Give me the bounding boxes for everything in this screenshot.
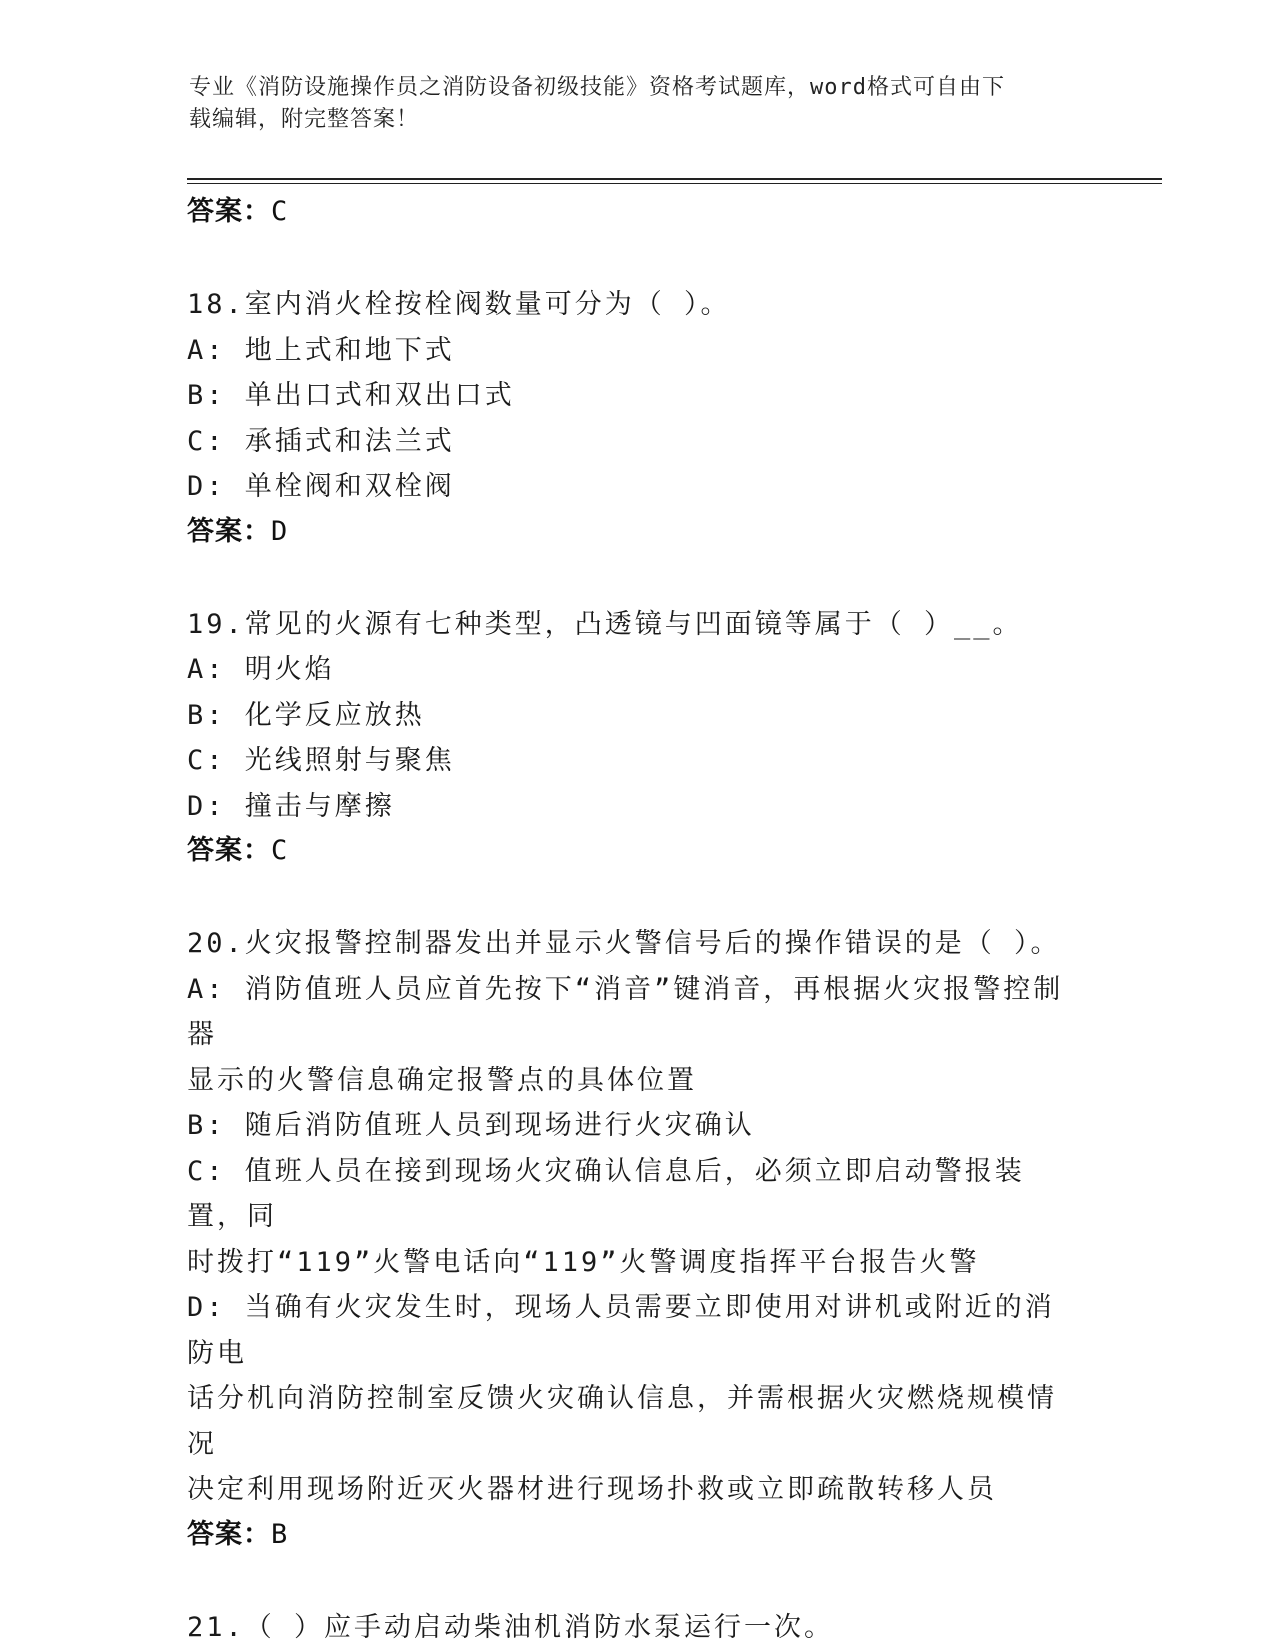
answer-line xyxy=(187,829,1077,873)
spacer xyxy=(187,234,1077,282)
option-d-continued: 话分机向消防控制室反馈火灾确认信息，并需根据火灾燃烧规模情况 xyxy=(187,1383,1057,1460)
answer-value: B xyxy=(271,1518,289,1550)
answer-line xyxy=(187,1513,1077,1557)
question-item xyxy=(187,602,1077,874)
question-stem: 19.常见的火源有七种类型，凸透镜与凹面镜等属于（ ）__。 xyxy=(187,608,1023,640)
option-d: D: 撞击与摩擦 xyxy=(187,790,395,822)
answer-value: C xyxy=(271,196,289,227)
answer-value: C xyxy=(271,835,289,866)
option-c: C: 光线照射与聚焦 xyxy=(187,745,455,776)
option-c-continued: 时拨打“119”火警电话向“119”火警调度指挥平台报告火警 xyxy=(187,1246,980,1278)
header-note-line-2: 载编辑，附完整答案！ xyxy=(189,107,420,132)
question-stem: 20.火灾报警控制器发出并显示火警信号后的操作错误的是（ ）。 xyxy=(187,928,1061,959)
answer-label: 答案： xyxy=(187,515,271,547)
answer-line xyxy=(187,510,1077,554)
answer-value: D xyxy=(271,515,289,547)
spacer xyxy=(187,873,1077,921)
option-c: C: 承插式和法兰式 xyxy=(187,425,455,457)
header-note xyxy=(189,72,1069,136)
option-b: B: 单出口式和双出口式 xyxy=(187,380,515,411)
question-stem: 21.（ ）应手动启动柴油机消防水泵运行一次。 xyxy=(187,1611,835,1643)
answer-label: 答案： xyxy=(187,835,271,866)
question-item xyxy=(187,282,1077,554)
question-item xyxy=(187,1605,1077,1650)
question-list xyxy=(187,190,1077,1650)
answer-line xyxy=(187,190,1077,234)
question-stem: 18.室内消火栓按栓阀数量可分为（ ）。 xyxy=(187,289,731,320)
header-divider-thin xyxy=(187,183,1162,184)
option-b: B: 随后消防值班人员到现场进行火灾确认 xyxy=(187,1110,755,1141)
option-b: B: 化学反应放热 xyxy=(187,699,425,731)
spacer xyxy=(187,554,1077,602)
option-a: A: 明火焰 xyxy=(187,654,335,685)
option-a: A: 消防值班人员应首先按下“消音”键消音，再根据火灾报警控制器 xyxy=(187,973,1064,1050)
spacer xyxy=(187,1557,1077,1605)
header-note-line-1: 专业《消防设施操作员之消防设备初级技能》资格考试题库，word格式可自由下 xyxy=(189,75,1005,100)
option-d-continued: 决定利用现场附近灭火器材进行现场扑救或立即疏散转移人员 xyxy=(187,1474,997,1505)
answer-label: 答案： xyxy=(187,196,271,227)
option-d: D: 单栓阀和双栓阀 xyxy=(187,471,455,502)
answer-label: 答案： xyxy=(187,1518,271,1550)
option-a: A: 地上式和地下式 xyxy=(187,334,455,366)
option-a-continued: 显示的火警信息确定报警点的具体位置 xyxy=(187,1064,697,1096)
option-d: D: 当确有火灾发生时，现场人员需要立即使用对讲机或附近的消防电 xyxy=(187,1292,1055,1369)
question-item xyxy=(187,921,1077,1557)
option-c: C: 值班人员在接到现场火灾确认信息后，必须立即启动警报装置，同 xyxy=(187,1155,1025,1232)
header-divider-thick xyxy=(187,178,1162,180)
